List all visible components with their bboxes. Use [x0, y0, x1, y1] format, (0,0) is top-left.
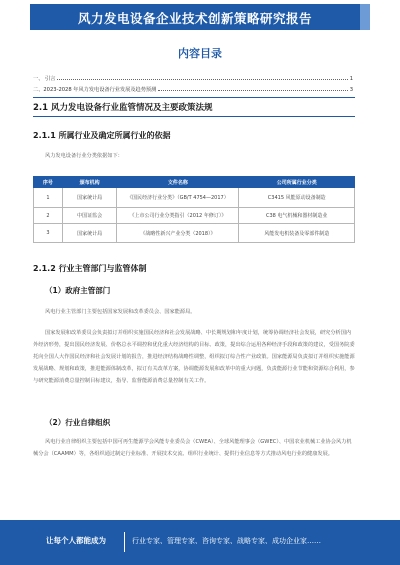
- table-header-cell: 文件名称: [117, 177, 239, 188]
- table-cell: 《战略性新兴产业分类（2018）》: [117, 224, 239, 243]
- section-divider: [33, 97, 355, 98]
- table-header-cell: 公司所属行业分类: [239, 177, 355, 188]
- table-cell: 中国证监会: [62, 208, 117, 224]
- industry-classification-table: [33, 176, 355, 243]
- toc-entry-text: 一、 引言: [33, 76, 56, 82]
- table-cell: 风能发电机装备及零部件制造: [239, 224, 355, 243]
- subsection-heading: （2）行业自律组织: [45, 418, 111, 427]
- toc-entry-page: 1: [349, 76, 353, 82]
- page-footer: [0, 520, 400, 565]
- footer-slogan: 让每个人都能成为: [46, 536, 106, 545]
- table-header-row: [34, 177, 355, 188]
- table-cell: 2: [34, 208, 63, 224]
- section-heading-2-1-1: 2.1.1 所属行业及确定所属行业的依据: [33, 131, 171, 140]
- toc-entry[interactable]: [33, 84, 353, 93]
- footer-tagline: 行业专家、管理专家、咨询专家、战略专家、成功企业家……: [132, 537, 321, 545]
- toc-leader: [158, 90, 347, 91]
- table-row: [34, 208, 355, 224]
- toc-entry[interactable]: [33, 73, 353, 82]
- table-row: [34, 188, 355, 208]
- table-cell: C3415 风能原动设备制造: [239, 188, 355, 208]
- table-cell: 1: [34, 188, 63, 208]
- report-title: 风力发电设备企业技术创新策略研究报告: [77, 11, 312, 26]
- section-heading-2-1: 2.1 风力发电设备行业监管情况及主要政策法规: [33, 103, 213, 113]
- header-bar: [30, 4, 360, 30]
- paragraph: 风电行业主管部门主要包括国家发展和改革委员会、国家能源局。: [45, 309, 196, 315]
- subsection-heading: （1）政府主管部门: [45, 286, 111, 295]
- table-cell: 《上市公司行业分类指引（2012 年修订）》: [117, 208, 239, 224]
- table-cell: 《国民经济行业分类》（GB/T 4754—2017）: [117, 188, 239, 208]
- table-header-cell: 序号: [34, 177, 63, 188]
- footer-divider: [124, 532, 125, 552]
- toc-entry-page: 3: [349, 87, 353, 93]
- toc-title: 内容目录: [178, 47, 222, 60]
- section-divider: [33, 116, 355, 117]
- table-cell: 3: [34, 224, 63, 243]
- table-cell: C38 电气机械和器材制造业: [239, 208, 355, 224]
- table-cell: 国家统计局: [62, 224, 117, 243]
- header-accent: [360, 4, 370, 30]
- table-intro: 风力发电设备行业分类依据如下：: [45, 153, 123, 159]
- paragraph: 国家发展和改革委员会负责拟订并组织实施国民经济和社会发展战略、中长期规划和年度计划，统筹协调经济社会发展，研究分析国内外经济形势，提出国民经济发展、价格总水平调控和优化重大经济结构的目标、政策，提出综合运用各种经济手段和政策的建议，受国务院委托向全国人大作国民经济和社会发展计划的报告，推进经济结构战略性调整，组织拟订综合性产业政策。国家能源局负责拟订并组织实施能源发展战略、规划和政策，推进能源体制改革，拟订有关改革方案，协调能源发展和改革中的重大问题，负责能源行业节能和资源综合利用，参与研究能源消费总量控制目标建议，指导、监督能源消费总量控制有关工作。: [33, 330, 355, 384]
- paragraph: 风电行业自律组织主要包括中国可再生能源学会风能专业委员会（CWEA）、全球风能理事会（GWEC）、中国农业机械工业协会风力机械分会（CAAMM）等，各组织通过制定行业标准、开展技术交流、组织行业统计、提供行业信息等方式推动风电行业的健康发展。: [33, 439, 352, 457]
- table-row: [34, 224, 355, 243]
- toc-entry-text: 二、2023-2028 年风力发电设备行业发展及趋势预测: [33, 87, 157, 93]
- page-header: [0, 0, 400, 30]
- toc-leader: [57, 79, 347, 80]
- section-heading-2-1-2: 2.1.2 行业主管部门与监管体制: [33, 264, 147, 273]
- table-header-cell: 颁布机构: [62, 177, 117, 188]
- table-cell: 国家统计局: [62, 188, 117, 208]
